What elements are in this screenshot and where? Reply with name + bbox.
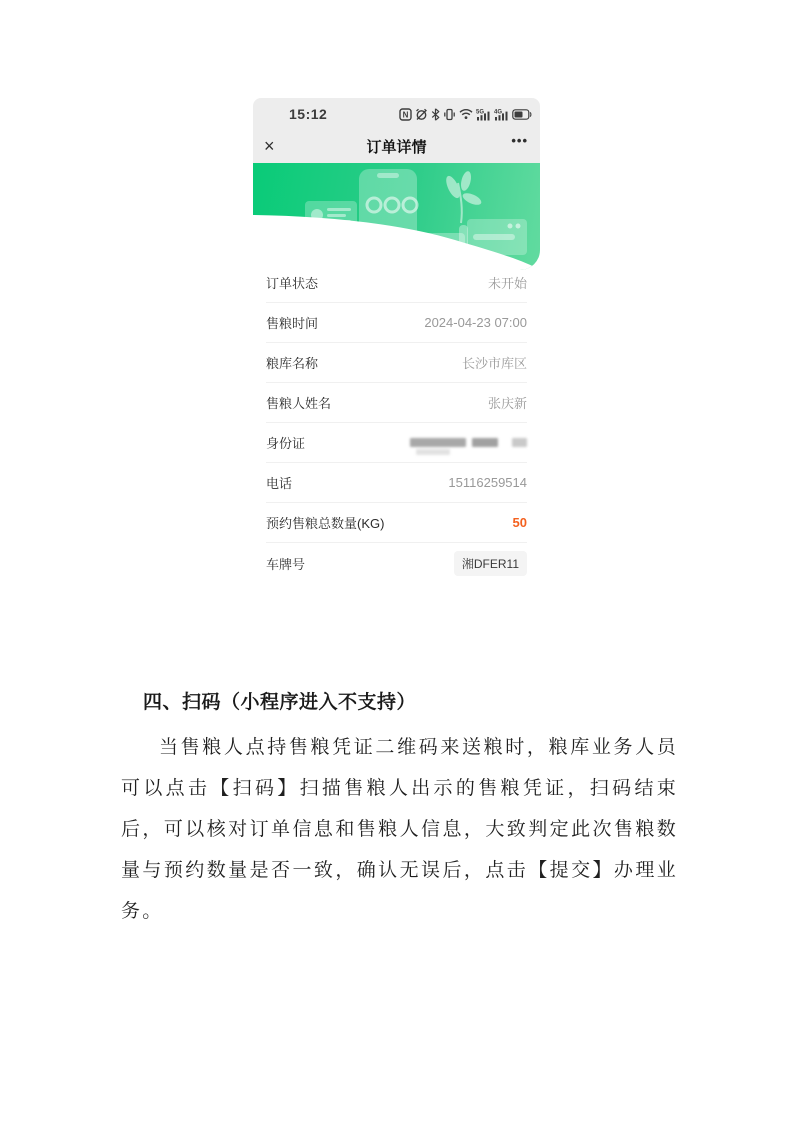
section-heading: 四、扫码（小程序进入不支持） — [143, 692, 417, 713]
hero-illustration — [253, 163, 540, 270]
page-title: 订单详情 — [366, 139, 427, 156]
row-value: 长沙市库区 — [461, 356, 527, 371]
svg-text:N: N — [402, 110, 409, 120]
order-detail-list — [253, 263, 540, 583]
vibrate-icon — [443, 108, 456, 121]
svg-text:5G: 5G — [476, 109, 485, 115]
row-license-plate — [266, 543, 527, 583]
redacted-id-value — [410, 438, 527, 447]
bluetooth-icon — [431, 108, 440, 121]
row-label: 预约售粮总数量(KG) — [266, 516, 385, 531]
status-bar — [253, 98, 540, 130]
row-phone-number — [266, 463, 527, 503]
alarm-muted-icon — [415, 108, 428, 121]
signal-4g-icon — [494, 108, 509, 121]
row-reserved-quantity — [266, 503, 527, 543]
signal-5g-icon — [476, 108, 491, 121]
row-value: 2024-04-23 07:00 — [424, 315, 527, 330]
nfc-icon — [399, 108, 412, 121]
row-label: 订单状态 — [266, 276, 319, 291]
row-order-status — [266, 263, 527, 303]
wifi-icon — [459, 108, 473, 120]
quantity-value: 50 — [512, 515, 527, 530]
hero-banner — [253, 163, 540, 270]
battery-icon — [512, 109, 532, 120]
clock-text: 15:12 — [289, 106, 328, 122]
row-label: 粮库名称 — [266, 356, 319, 371]
close-icon[interactable]: × — [264, 136, 275, 156]
row-label: 售粮时间 — [266, 316, 319, 331]
more-menu-icon[interactable]: ••• — [511, 133, 528, 148]
row-value: 未开始 — [487, 276, 527, 291]
row-label: 售粮人姓名 — [266, 396, 332, 411]
row-label: 电话 — [266, 476, 293, 491]
row-depot-name — [266, 343, 527, 383]
section-paragraph: 当售粮人点持售粮凭证二维码来送粮时，粮库业务人员可以点击【扫码】扫描售粮人出示的售粮凭证，扫码结束后，可以核对订单信息和售粮人信息，大致判定此次售粮数量与预约数量是否一致，确认无误后，点击【提交】办理业务。 — [121, 737, 678, 922]
row-id-card — [266, 423, 527, 463]
license-plate-badge: 湘DFER11 — [454, 551, 527, 576]
row-sale-time — [266, 303, 527, 343]
row-value: 张庆新 — [487, 396, 527, 411]
row-seller-name — [266, 383, 527, 423]
status-icon-cluster — [396, 107, 532, 121]
row-label: 车牌号 — [266, 556, 306, 572]
row-label: 身份证 — [266, 436, 306, 451]
order-detail-screenshot — [253, 98, 540, 598]
nav-bar — [253, 130, 540, 163]
svg-text:4G: 4G — [494, 109, 503, 115]
row-value: 15116259514 — [448, 475, 527, 490]
